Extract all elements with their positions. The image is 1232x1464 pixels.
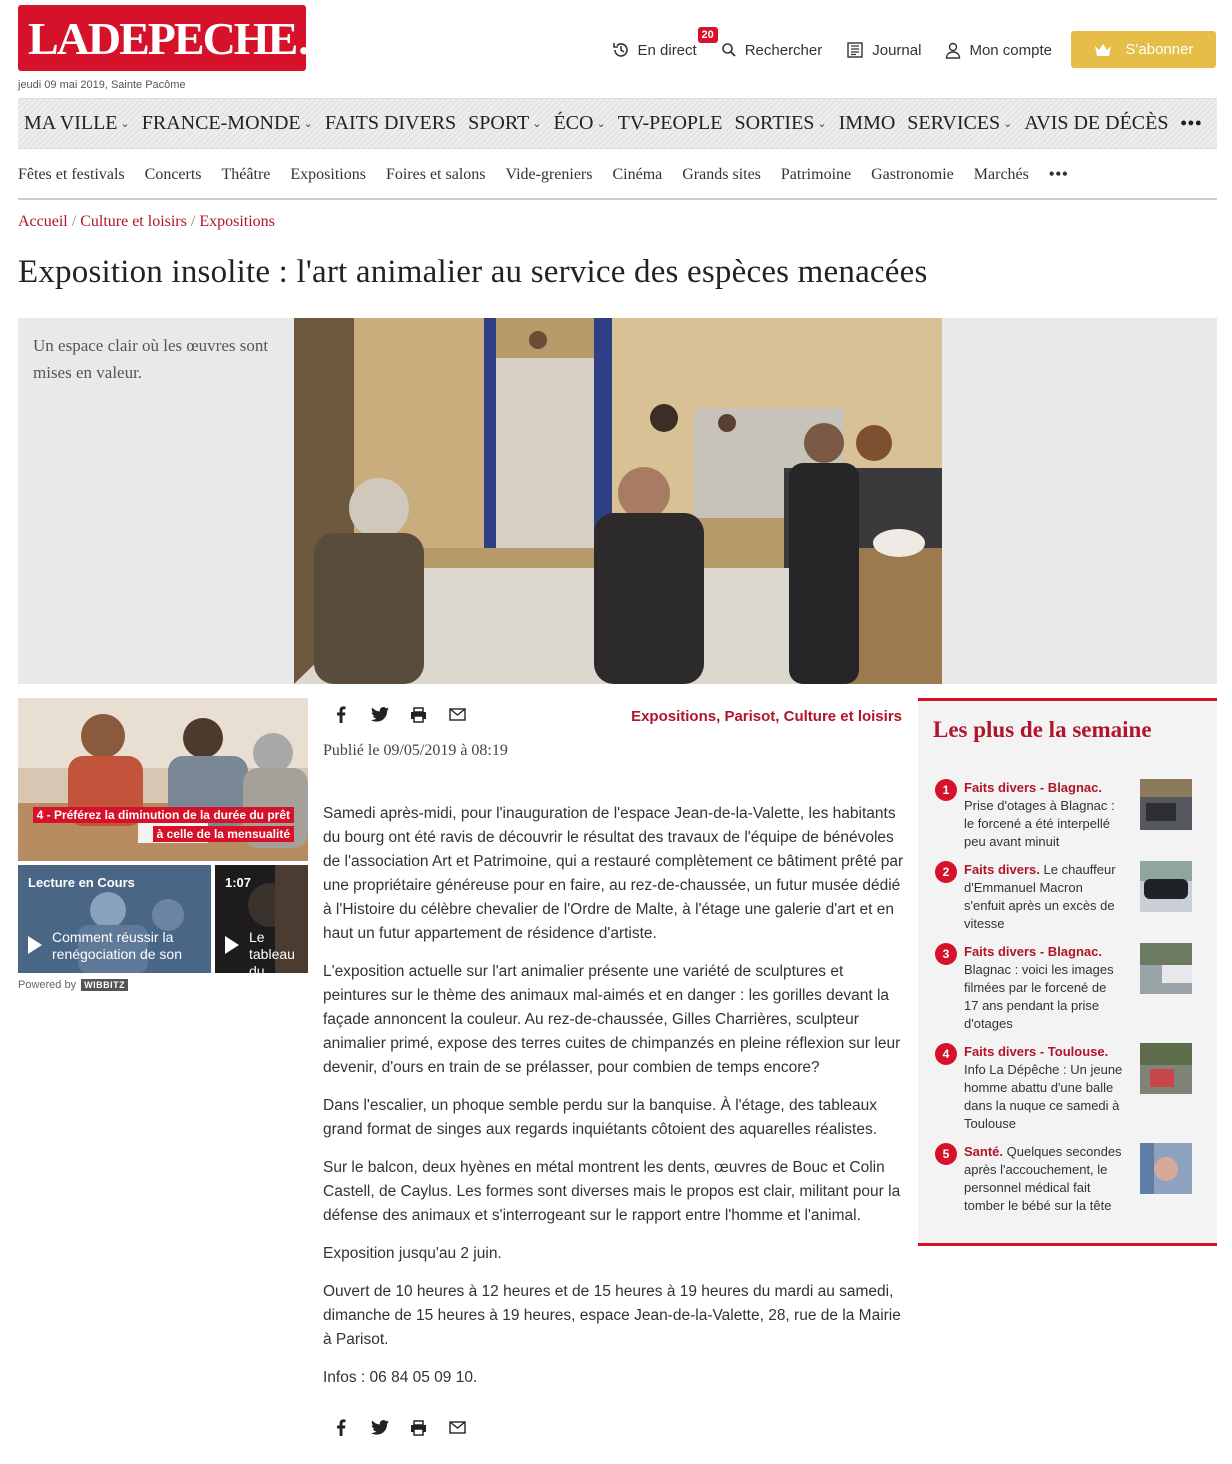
ad-banner[interactable] [18, 698, 308, 861]
item-category: Faits divers - Toulouse. [964, 1044, 1109, 1059]
nav-label: IMMO [838, 112, 896, 134]
article-paragraph: Exposition jusqu'au 2 juin. [323, 1245, 502, 1262]
subnav-item-grands-sites[interactable]: Grands sites [682, 166, 761, 183]
subnav-item-concerts[interactable]: Concerts [144, 166, 202, 183]
logo-dot: . [298, 12, 310, 64]
nav-item-eco[interactable] [553, 112, 605, 135]
nav-item-tv-people[interactable] [618, 112, 723, 135]
breadcrumb-culture[interactable]: Culture et loisirs [80, 213, 187, 230]
breadcrumb-separator: / [71, 213, 77, 230]
article-paragraph: Infos : 06 84 05 09 10. [323, 1369, 478, 1386]
play-icon [224, 935, 240, 955]
chevron-down-icon: ⌄ [1003, 118, 1013, 130]
nav-label: FAITS DIVERS [324, 112, 457, 134]
rank-number: 3 [935, 943, 957, 965]
published-date: Publié le 09/05/2019 à 08:19 [323, 742, 508, 759]
breadcrumb [18, 213, 275, 231]
tag-link[interactable]: Parisot [724, 708, 776, 725]
subnav-item-vide-greniers[interactable]: Vide-greniers [505, 166, 593, 183]
crown-icon [1094, 43, 1112, 57]
nav-item-sorties[interactable] [734, 112, 826, 135]
current-date: jeudi 09 mai 2019, Sainte Pacôme [18, 79, 186, 91]
article-paragraph: L'exposition actuelle sur l'art animalier présente une variété de sculptures et peintures sur le thème des animaux mal-aimés et en danger : les gorilles devant la façade annoncent la couleur. Au rez-de-chaussée, Gilles Charrières, sculpteur animalier primé, expose des terres cuites de chimpanzés en pleine réflexion sur leur devenir, d'ours en train de se prélasser, pour combien de temps encore? [323, 963, 901, 1076]
ad-caption [33, 805, 294, 843]
account-link[interactable] [945, 42, 1052, 59]
facebook-icon[interactable] [321, 1419, 360, 1436]
rank-number: 1 [935, 779, 957, 801]
article-photo[interactable] [294, 318, 942, 684]
item-thumbnail[interactable] [1140, 1043, 1192, 1094]
subnav-item-gastronomie[interactable]: Gastronomie [871, 166, 954, 183]
nav-item-ma-ville[interactable] [24, 112, 130, 135]
sub-nav [18, 152, 1217, 200]
chevron-down-icon: ⌄ [303, 118, 313, 130]
nav-label: FRANCE-MONDE [141, 112, 301, 134]
live-label: En direct [637, 41, 697, 59]
tag-link[interactable]: Expositions [631, 708, 717, 725]
item-thumbnail[interactable] [1140, 861, 1192, 912]
article-tags: Expositions, Parisot, Culture et loisirs [631, 708, 902, 725]
account-label: Mon compte [969, 41, 1052, 59]
item-headline: Info La Dépêche : Un jeune homme abattu d'une balle dans la nuque ce samedi à Toulouse [964, 1062, 1123, 1131]
subscribe-button[interactable] [1071, 31, 1216, 68]
most-read-text [964, 779, 1124, 851]
site-logo[interactable] [18, 5, 340, 71]
article-paragraph: Ouvert de 10 heures à 12 heures et de 15 heures à 19 heures du mardi au samedi, dimanche de 15 heures à 19 heures, espace Jean-de-la-Valette, 28, rue de la Mairie à Parisot. [323, 1283, 901, 1348]
article-paragraph: Dans l'escalier, un phoque semble perdu sur la banquise. À l'étage, des tableaux grand format de singes aux regards inquiétants côtoient des aquarelles réalistes. [323, 1097, 878, 1138]
live-link[interactable] [612, 29, 714, 59]
nav-item-immo[interactable] [839, 112, 896, 135]
nav-label: TV-PEOPLE [617, 112, 723, 134]
twitter-icon[interactable] [360, 1420, 399, 1435]
video-thumbnail[interactable] [18, 865, 211, 973]
subnav-item-expositions[interactable]: Expositions [290, 166, 366, 183]
play-icon [27, 935, 43, 955]
most-read-text [964, 861, 1124, 933]
subnav-item-patrimoine[interactable]: Patrimoine [780, 166, 852, 183]
logo-main-text: LADEPECHE [28, 12, 297, 64]
subnav-item-foires[interactable]: Foires et salons [385, 166, 486, 183]
facebook-icon[interactable] [321, 706, 360, 723]
video-thumbnail-next[interactable] [215, 865, 308, 996]
nav-item-avis-de-deces[interactable] [1024, 112, 1168, 135]
item-category: Faits divers - Blagnac. [964, 780, 1102, 795]
subnav-item-fetes[interactable]: Fêtes et festivals [18, 166, 125, 183]
article-paragraph: Sur le balcon, deux hyènes en métal montrent les dents, œuvres de Bouc et Colin Castell, de Caylus. Les formes sont diverses mais le propos est clair, militant pour la défense des animaux et s'interrogeant sur le rapport entre l'homme et l'animal. [323, 1159, 901, 1224]
hero-section [18, 318, 1217, 684]
nav-item-france-monde[interactable] [142, 112, 313, 135]
item-headline: Blagnac : voici les images filmées par le forcené de 17 ans pendant la prise d'otages [964, 962, 1114, 1031]
subnav-item-cinema[interactable]: Cinéma [612, 166, 663, 183]
video-duration: 1:07 [225, 875, 252, 890]
subscribe-label: S'abonner [1125, 41, 1194, 58]
photo-caption: Un espace clair où les œuvres sont mises en valeur. [33, 336, 269, 382]
nav-label: MA VILLE [24, 112, 118, 134]
item-thumbnail[interactable] [1140, 1143, 1192, 1194]
journal-label: Journal [872, 41, 922, 59]
nav-more-icon[interactable]: ••• [1180, 113, 1203, 133]
search-link[interactable] [721, 42, 823, 59]
nav-item-sport[interactable] [468, 112, 541, 135]
print-icon[interactable] [399, 1420, 438, 1436]
video-status-label: Lecture en Cours [28, 875, 135, 890]
item-category: Faits divers - Blagnac. [964, 944, 1102, 959]
item-category: Santé. [964, 1144, 1004, 1159]
nav-item-services[interactable] [907, 112, 1012, 135]
rank-number: 4 [935, 1043, 957, 1065]
chevron-down-icon: ⌄ [596, 118, 606, 130]
email-icon[interactable] [438, 1421, 477, 1434]
breadcrumb-expositions[interactable]: Expositions [199, 213, 275, 230]
nav-label: SERVICES [907, 112, 1001, 134]
ad-caption-line1: 4 - Préférez la diminution de la durée du prêt [33, 807, 294, 823]
search-label: Rechercher [744, 41, 823, 59]
most-read-text [964, 1143, 1124, 1215]
rank-number: 2 [935, 861, 957, 883]
twitter-icon[interactable] [360, 707, 399, 722]
nav-label: SORTIES [734, 112, 815, 134]
chevron-down-icon: ⌄ [120, 118, 130, 130]
sidebar-title: Les plus de la semaine [933, 717, 1152, 742]
item-headline: Prise d'otages à Blagnac : le forcené a été interpellé peu avant minuit [964, 798, 1115, 849]
chevron-down-icon: ⌄ [817, 118, 827, 130]
video-title: Comment réussir la renégociation de son [52, 929, 182, 962]
item-headline: Quelques secondes après l'accouchement, le personnel médical fait tomber le bébé sur la tête [964, 1144, 1122, 1213]
item-thumbnail[interactable] [1140, 779, 1192, 830]
search-icon [721, 42, 737, 58]
share-bar-bottom [321, 1419, 477, 1436]
user-icon [945, 42, 961, 59]
article-title: Exposition insolite : l'art animalier au service des espèces menacées [18, 254, 928, 290]
live-count-badge: 20 [698, 27, 718, 43]
article-paragraph: Samedi après-midi, pour l'inauguration de l'espace Jean-de-la-Valette, les habitants du bourg ont été ravis de découvrir le résultat des travaux de l'équipe de bénévoles de l'association Art et Patrimoine, qui a restauré complètement ce bâtiment prêté par une propriétaire généreuse pour en faire, au rez-de-chaussée, un futur musée dédié à l'Histoire du célèbre chevalier de l'Ordre de Malte, à l'étage une galerie d'art et en haut un futur appartement de résidence d'artiste. [323, 805, 904, 942]
most-read-text [964, 1043, 1124, 1133]
nav-label: AVIS DE DÉCÈS [1024, 112, 1169, 134]
chevron-down-icon: ⌄ [532, 118, 542, 130]
article-body [323, 802, 904, 1404]
breadcrumb-home[interactable]: Accueil [18, 213, 68, 230]
rank-number: 5 [935, 1143, 957, 1165]
wibbitz-logo[interactable]: WIBBITZ [81, 979, 128, 991]
ad-caption-line2: à celle de la mensualité [153, 826, 294, 842]
powered-by [18, 979, 128, 991]
main-nav [18, 98, 1217, 149]
item-category: Faits divers. [964, 862, 1040, 877]
nav-item-faits-divers[interactable] [325, 112, 456, 135]
subnav-more-icon[interactable]: ••• [1048, 166, 1069, 183]
tag-link[interactable]: Culture et loisirs [783, 708, 902, 725]
most-read-sidebar [918, 698, 1217, 1246]
print-icon[interactable] [399, 707, 438, 723]
top-nav [588, 29, 1053, 62]
video-title: Le tableau du monde [249, 929, 295, 996]
history-icon [612, 41, 630, 59]
item-thumbnail[interactable] [1140, 943, 1192, 994]
powered-by-label: Powered by [18, 979, 77, 991]
item-headline: Le chauffeur d'Emmanuel Macron s'enfuit après un excès de vitesse [964, 862, 1116, 931]
nav-label: SPORT [468, 112, 530, 134]
subnav-item-theatre[interactable]: Théâtre [221, 166, 271, 183]
journal-link[interactable] [846, 42, 921, 59]
nav-label: ÉCO [553, 112, 594, 134]
newspaper-icon [846, 42, 864, 58]
subnav-item-marches[interactable]: Marchés [973, 166, 1029, 183]
logo-extension: fr [311, 17, 340, 59]
breadcrumb-separator: / [190, 213, 196, 230]
most-read-text [964, 943, 1124, 1033]
share-bar-top [321, 706, 477, 723]
email-icon[interactable] [438, 708, 477, 721]
